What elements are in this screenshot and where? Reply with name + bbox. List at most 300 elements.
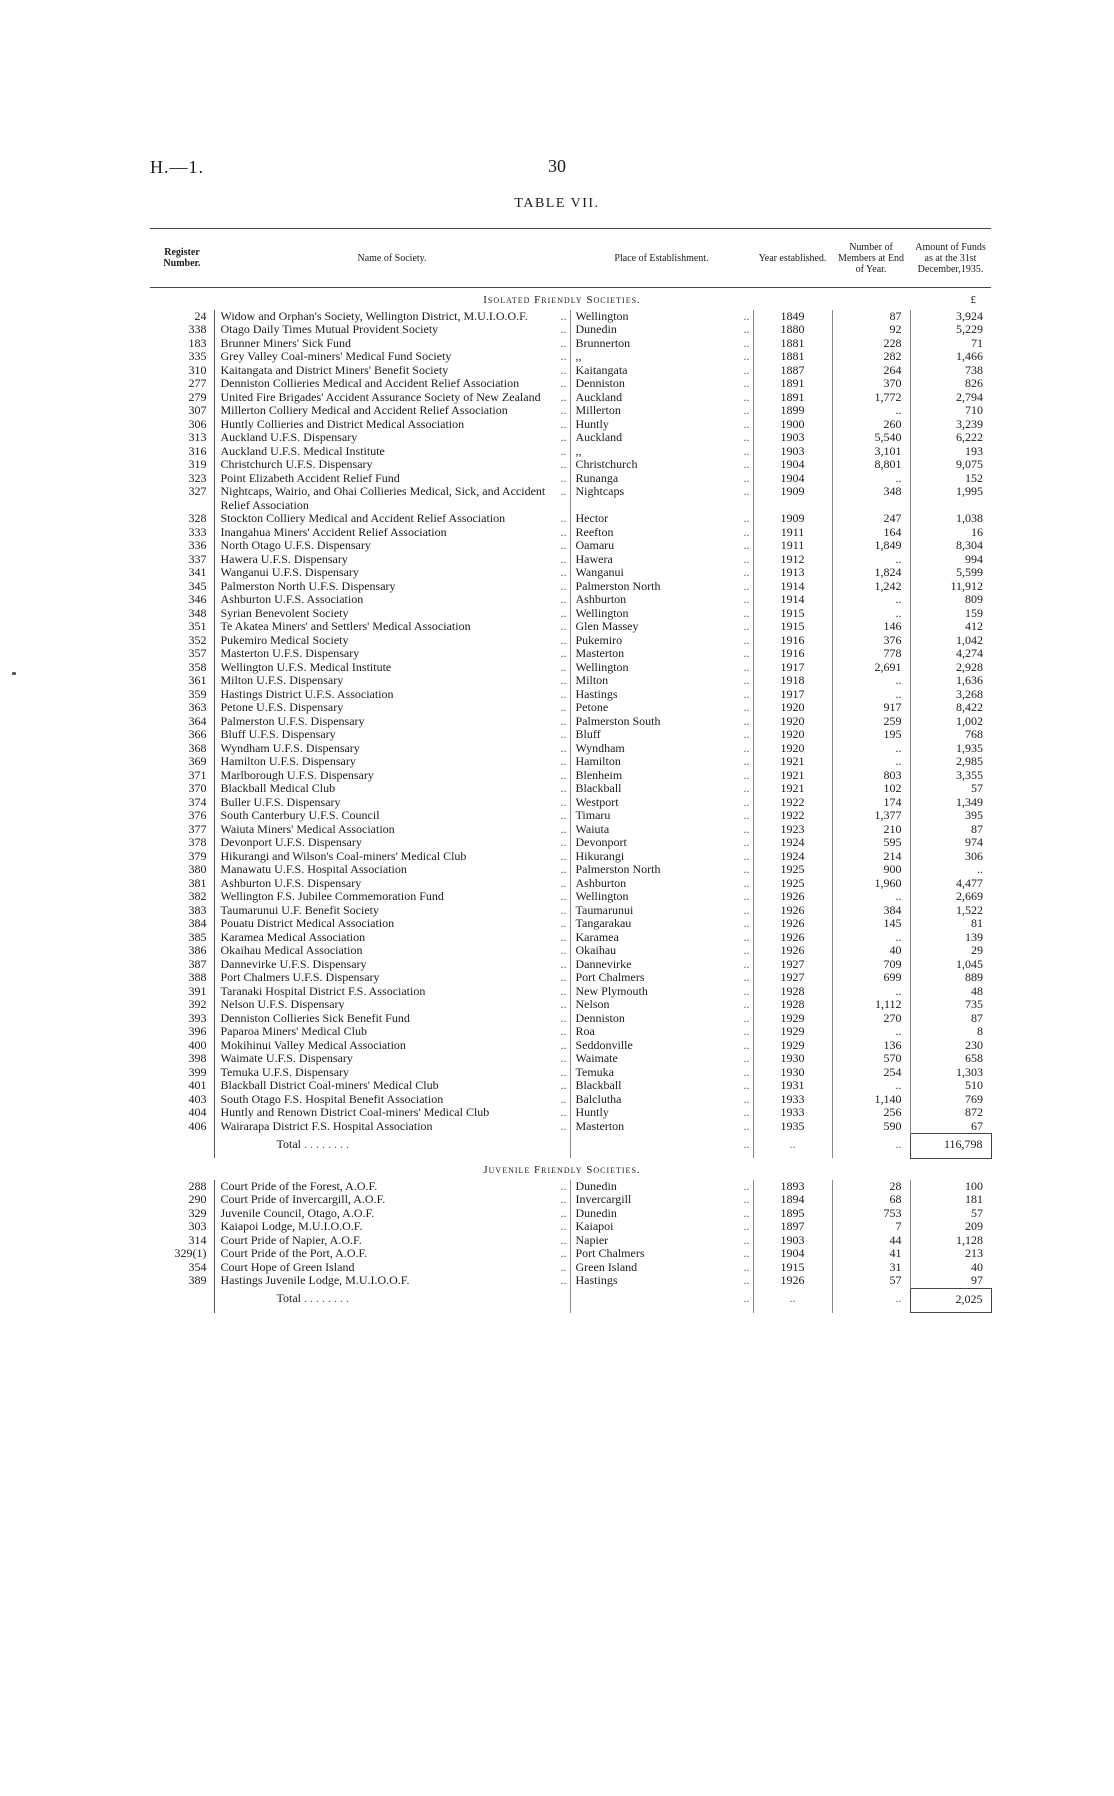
leader-dots: . . . . . . . . bbox=[304, 1136, 349, 1151]
leader-dots: .. bbox=[743, 565, 750, 579]
funds-amount: 2,985 bbox=[910, 755, 991, 769]
place-of-establishment bbox=[570, 1039, 753, 1053]
society-name-text: Nightcaps, Wairio, and Ohai Collieries Medical, Sick, and Accident Relief Association bbox=[220, 484, 546, 512]
margin-mark bbox=[12, 672, 16, 675]
society-name-text: Court Pride of the Port, A.O.F. bbox=[220, 1246, 368, 1260]
place-of-establishment bbox=[570, 755, 753, 769]
year-established: 1926 bbox=[753, 944, 832, 958]
register-number: 333 bbox=[188, 524, 207, 539]
year-established: 1916 bbox=[753, 647, 832, 661]
place-text: Blenheim bbox=[575, 767, 623, 782]
table-row bbox=[150, 391, 991, 405]
register-number: 310 bbox=[188, 362, 207, 377]
table-row bbox=[150, 1039, 991, 1053]
table-row bbox=[150, 512, 991, 526]
society-name-text: Okaihau Medical Association bbox=[220, 943, 363, 957]
register-number: 357 bbox=[188, 646, 207, 660]
leader-dots: .. bbox=[743, 538, 750, 552]
society-name bbox=[214, 661, 570, 675]
place-of-establishment bbox=[570, 931, 753, 945]
place-text: Karamea bbox=[575, 929, 619, 944]
year-established: 1904 bbox=[753, 1247, 832, 1261]
table-row bbox=[150, 971, 991, 985]
leader-dots: .. bbox=[743, 808, 750, 822]
place-text: Westport bbox=[575, 794, 619, 809]
place-of-establishment bbox=[570, 1079, 753, 1093]
place-text: Wellington bbox=[575, 605, 629, 620]
funds-amount: 889 bbox=[910, 971, 991, 985]
leader-dots: .. bbox=[560, 322, 567, 336]
member-count: 174 bbox=[832, 796, 910, 810]
place-of-establishment bbox=[570, 715, 753, 729]
society-name-text: Waimate U.F.S. Dispensary bbox=[220, 1051, 353, 1065]
register-number: 306 bbox=[188, 416, 207, 431]
leader-dots: .. bbox=[743, 1291, 750, 1305]
year-established: 1891 bbox=[753, 377, 832, 391]
member-count: 8,801 bbox=[832, 458, 910, 472]
funds-amount: 16 bbox=[910, 526, 991, 540]
funds-amount: 11,912 bbox=[910, 580, 991, 594]
member-count: 1,140 bbox=[832, 1093, 910, 1107]
table-row bbox=[150, 1066, 991, 1080]
total-label-text: Total bbox=[276, 1136, 301, 1151]
society-name bbox=[214, 526, 570, 540]
member-count: 264 bbox=[832, 364, 910, 378]
leader-dots: .. bbox=[743, 821, 750, 836]
col-header-members: Number of Members at End of Year. bbox=[832, 229, 910, 288]
section-title bbox=[214, 1158, 910, 1180]
society-name bbox=[214, 1039, 570, 1053]
funds-amount: 81 bbox=[910, 917, 991, 931]
register-number: 290 bbox=[188, 1192, 207, 1206]
leader-dots: .. bbox=[560, 794, 567, 809]
leader-dots: .. bbox=[743, 443, 750, 458]
funds-amount: 40 bbox=[910, 1261, 991, 1275]
year-established: 1920 bbox=[753, 728, 832, 742]
leader-dots: .. bbox=[743, 1010, 750, 1025]
col-header-name: Name of Society. bbox=[214, 229, 570, 288]
leader-dots: .. bbox=[560, 754, 567, 768]
member-count: 92 bbox=[832, 323, 910, 337]
funds-amount: 152 bbox=[910, 472, 991, 486]
funds-amount: 735 bbox=[910, 998, 991, 1012]
register-number: 404 bbox=[188, 1105, 207, 1119]
funds-amount: 213 bbox=[910, 1247, 991, 1261]
register-number: 388 bbox=[188, 970, 207, 984]
section-title-text: Juvenile Friendly Societies. bbox=[483, 1164, 641, 1176]
place-of-establishment bbox=[570, 917, 753, 931]
register-number: 378 bbox=[188, 835, 207, 849]
leader-dots: .. bbox=[743, 1232, 750, 1247]
funds-amount: 1,042 bbox=[910, 634, 991, 648]
leader-dots: .. bbox=[743, 619, 750, 633]
society-name bbox=[214, 769, 570, 783]
society-name-text: Stockton Colliery Medical and Accident Relief Association bbox=[220, 511, 506, 525]
society-name-text: Denniston Collieries Sick Benefit Fund bbox=[220, 1010, 410, 1025]
member-count: 1,849 bbox=[832, 539, 910, 553]
register-number: 327 bbox=[188, 484, 207, 498]
society-name bbox=[214, 404, 570, 418]
society-name-text: North Otago U.F.S. Dispensary bbox=[220, 538, 371, 552]
society-name-text: Ashburton U.F.S. Association bbox=[220, 592, 364, 606]
place-of-establishment bbox=[570, 823, 753, 837]
leader-dots: .. bbox=[743, 1246, 750, 1260]
society-name bbox=[214, 593, 570, 607]
society-name bbox=[214, 1207, 570, 1221]
society-name bbox=[214, 809, 570, 823]
funds-amount: 769 bbox=[910, 1093, 991, 1107]
register-number: 401 bbox=[188, 1078, 207, 1092]
leader-dots: .. bbox=[560, 430, 567, 444]
society-name bbox=[214, 985, 570, 999]
register-number: 389 bbox=[188, 1273, 207, 1287]
member-count: .. bbox=[832, 674, 910, 688]
year-established: 1917 bbox=[753, 688, 832, 702]
place-text: Hawera bbox=[575, 551, 613, 566]
register-number: 381 bbox=[188, 875, 207, 890]
register-number: 335 bbox=[188, 349, 207, 363]
leader-dots: .. bbox=[743, 511, 750, 525]
funds-amount: 8 bbox=[910, 1025, 991, 1039]
section-title-text: Isolated Friendly Societies. bbox=[483, 294, 641, 306]
societies-table bbox=[150, 228, 992, 1313]
society-name-text: Hastings Juvenile Lodge, M.U.I.O.O.F. bbox=[220, 1273, 410, 1287]
leader-dots: .. bbox=[560, 362, 567, 377]
year-established: 1909 bbox=[753, 485, 832, 512]
register-number: 345 bbox=[188, 578, 207, 593]
member-count: 256 bbox=[832, 1106, 910, 1120]
member-count: 2,691 bbox=[832, 661, 910, 675]
leader-dots: .. bbox=[560, 335, 567, 350]
leader-dots: .. bbox=[743, 349, 750, 363]
leader-dots: .. bbox=[743, 902, 750, 917]
section-heading-row bbox=[150, 288, 991, 310]
member-count: 260 bbox=[832, 418, 910, 432]
year-established: 1911 bbox=[753, 526, 832, 540]
table-row bbox=[150, 809, 991, 823]
leader-dots: .. bbox=[560, 619, 567, 633]
leader-dots: .. bbox=[560, 740, 567, 755]
leader-dots: .. bbox=[743, 578, 750, 593]
register-number: 400 bbox=[188, 1037, 207, 1052]
place-text: Green Island bbox=[575, 1259, 638, 1274]
register-number: 377 bbox=[188, 821, 207, 836]
society-name-text: Port Chalmers U.F.S. Dispensary bbox=[220, 970, 380, 984]
society-name-text: Hikurangi and Wilson's Coal-miners' Medical Club bbox=[220, 848, 467, 863]
member-count: 590 bbox=[832, 1120, 910, 1134]
register-number: 277 bbox=[188, 376, 207, 390]
funds-amount: 3,355 bbox=[910, 769, 991, 783]
leader-dots: .. bbox=[560, 349, 567, 363]
society-name bbox=[214, 377, 570, 391]
register-number: 403 bbox=[188, 1091, 207, 1106]
leader-dots: .. bbox=[560, 632, 567, 647]
place-of-establishment bbox=[570, 904, 753, 918]
leader-dots: .. bbox=[560, 1259, 567, 1274]
currency-symbol bbox=[910, 1158, 991, 1180]
register-number: 346 bbox=[188, 592, 207, 606]
society-name bbox=[214, 971, 570, 985]
leader-dots: .. bbox=[743, 740, 750, 755]
place-text: Palmerston North bbox=[575, 862, 661, 876]
year-established: 1881 bbox=[753, 337, 832, 351]
member-count: 164 bbox=[832, 526, 910, 540]
funds-amount: 67 bbox=[910, 1120, 991, 1134]
year-established: 1926 bbox=[753, 890, 832, 904]
leader-dots: .. bbox=[743, 1078, 750, 1092]
year-established: 1929 bbox=[753, 1025, 832, 1039]
place-text: Reefton bbox=[575, 524, 614, 539]
leader-dots: .. bbox=[743, 686, 750, 701]
place-text: Tangarakau bbox=[575, 916, 632, 930]
col-header-place: Place of Establishment. bbox=[570, 229, 753, 288]
leader-dots: .. bbox=[560, 565, 567, 579]
year-established: 1900 bbox=[753, 418, 832, 432]
member-count: 145 bbox=[832, 917, 910, 931]
member-count: 900 bbox=[832, 863, 910, 877]
member-count: 102 bbox=[832, 782, 910, 796]
society-name bbox=[214, 944, 570, 958]
funds-amount: 1,128 bbox=[910, 1234, 991, 1248]
register-number: 307 bbox=[188, 403, 207, 417]
place-of-establishment bbox=[570, 1234, 753, 1248]
place-of-establishment bbox=[570, 1106, 753, 1120]
place-of-establishment bbox=[570, 593, 753, 607]
leader-dots: .. bbox=[743, 929, 750, 944]
society-name bbox=[214, 620, 570, 634]
funds-amount: 5,599 bbox=[910, 566, 991, 580]
leader-dots: .. bbox=[743, 430, 750, 444]
society-name bbox=[214, 877, 570, 891]
place-of-establishment bbox=[570, 769, 753, 783]
table-row bbox=[150, 445, 991, 459]
place-of-establishment bbox=[570, 661, 753, 675]
year-established: 1924 bbox=[753, 850, 832, 864]
society-name bbox=[214, 1052, 570, 1066]
year-established: 1904 bbox=[753, 458, 832, 472]
year-established: 1931 bbox=[753, 1079, 832, 1093]
register-number: 371 bbox=[188, 767, 207, 782]
table-row bbox=[150, 958, 991, 972]
member-count: 40 bbox=[832, 944, 910, 958]
society-name-text: Temuka U.F.S. Dispensary bbox=[220, 1064, 350, 1079]
table-row bbox=[150, 526, 991, 540]
total-members-dots: .. bbox=[832, 1288, 910, 1313]
society-name bbox=[214, 1180, 570, 1194]
member-count: 709 bbox=[832, 958, 910, 972]
register-number: 279 bbox=[188, 389, 207, 404]
leader-dots: .. bbox=[743, 673, 750, 687]
place-text: Palmerston North bbox=[575, 578, 661, 593]
leader-dots: .. bbox=[560, 484, 567, 498]
society-name-text: Hastings District U.F.S. Association bbox=[220, 686, 394, 701]
society-name-text: Point Elizabeth Accident Relief Fund bbox=[220, 470, 400, 485]
leader-dots: .. bbox=[560, 1205, 567, 1220]
society-name bbox=[214, 566, 570, 580]
place-text: Dunedin bbox=[575, 322, 617, 336]
member-count: 146 bbox=[832, 620, 910, 634]
table-row bbox=[150, 1234, 991, 1248]
leader-dots: .. bbox=[743, 646, 750, 660]
leader-dots: .. bbox=[743, 983, 750, 998]
funds-amount: 4,274 bbox=[910, 647, 991, 661]
member-count: 3,101 bbox=[832, 445, 910, 459]
place-of-establishment bbox=[570, 1180, 753, 1194]
section-blank bbox=[150, 288, 214, 310]
society-name-text: Blackball District Coal-miners' Medical Club bbox=[220, 1078, 439, 1092]
leader-dots: .. bbox=[743, 376, 750, 390]
funds-amount: 87 bbox=[910, 1012, 991, 1026]
leader-dots: .. bbox=[743, 659, 750, 674]
page-header-code: H.—1. bbox=[150, 157, 204, 177]
table-row bbox=[150, 350, 991, 364]
leader-dots: .. bbox=[560, 524, 567, 539]
table-row bbox=[150, 1079, 991, 1093]
society-name bbox=[214, 472, 570, 486]
leader-dots: .. bbox=[560, 578, 567, 593]
society-name bbox=[214, 931, 570, 945]
leader-dots: .. bbox=[560, 416, 567, 431]
register-number: 351 bbox=[188, 619, 207, 633]
year-established: 1929 bbox=[753, 1039, 832, 1053]
society-name bbox=[214, 796, 570, 810]
year-established: 1915 bbox=[753, 1261, 832, 1275]
member-count: .. bbox=[832, 1025, 910, 1039]
place-text: Waimate bbox=[575, 1051, 618, 1065]
table-row bbox=[150, 782, 991, 796]
year-established: 1926 bbox=[753, 931, 832, 945]
funds-amount: 1,303 bbox=[910, 1066, 991, 1080]
place-of-establishment bbox=[570, 728, 753, 742]
society-name bbox=[214, 1274, 570, 1288]
register-number: 376 bbox=[188, 808, 207, 822]
funds-amount: 1,995 bbox=[910, 485, 991, 512]
table-row bbox=[150, 715, 991, 729]
member-count: 68 bbox=[832, 1193, 910, 1207]
place-text: Brunnerton bbox=[575, 335, 631, 350]
member-count: 803 bbox=[832, 769, 910, 783]
place-of-establishment bbox=[570, 1120, 753, 1134]
table-row bbox=[150, 1052, 991, 1066]
leader-dots: .. bbox=[743, 997, 750, 1011]
year-established: 1899 bbox=[753, 404, 832, 418]
leader-dots: .. bbox=[560, 1078, 567, 1092]
society-name bbox=[214, 431, 570, 445]
society-name bbox=[214, 904, 570, 918]
member-count: 44 bbox=[832, 1234, 910, 1248]
leader-dots: .. bbox=[743, 1105, 750, 1119]
leader-dots: .. bbox=[560, 1192, 567, 1206]
year-established: 1930 bbox=[753, 1066, 832, 1080]
year-established: 1921 bbox=[753, 782, 832, 796]
society-name-text: Inangahua Miners' Accident Relief Association bbox=[220, 524, 447, 539]
place-text: Nightcaps bbox=[575, 484, 625, 498]
funds-amount: 29 bbox=[910, 944, 991, 958]
funds-amount: 71 bbox=[910, 337, 991, 351]
member-count: .. bbox=[832, 931, 910, 945]
year-established: 1914 bbox=[753, 593, 832, 607]
table-row bbox=[150, 985, 991, 999]
year-established: 1920 bbox=[753, 742, 832, 756]
society-name bbox=[214, 998, 570, 1012]
table-row bbox=[150, 1261, 991, 1275]
register-number: 368 bbox=[188, 740, 207, 755]
place-text: Ashburton bbox=[575, 875, 627, 890]
funds-amount: 1,466 bbox=[910, 350, 991, 364]
place-of-establishment bbox=[570, 391, 753, 405]
leader-dots: .. bbox=[743, 1136, 750, 1151]
place-of-establishment bbox=[570, 742, 753, 756]
place-text: Hikurangi bbox=[575, 848, 625, 863]
place-text: Hamilton bbox=[575, 754, 621, 768]
society-name bbox=[214, 688, 570, 702]
funds-amount: 5,229 bbox=[910, 323, 991, 337]
place-text: Palmerston South bbox=[575, 713, 661, 728]
society-name-text: Wellington U.F.S. Medical Institute bbox=[220, 659, 392, 674]
table-row bbox=[150, 1120, 991, 1134]
leader-dots: .. bbox=[743, 1178, 750, 1193]
place-text: Kaiapoi bbox=[575, 1219, 614, 1233]
year-established: 1922 bbox=[753, 796, 832, 810]
society-name-text: Christchurch U.F.S. Dispensary bbox=[220, 457, 373, 471]
table-row bbox=[150, 877, 991, 891]
leader-dots: .. bbox=[743, 1091, 750, 1106]
society-name bbox=[214, 1234, 570, 1248]
place-of-establishment bbox=[570, 796, 753, 810]
leader-dots: .. bbox=[560, 646, 567, 660]
member-count: 699 bbox=[832, 971, 910, 985]
year-established: 1914 bbox=[753, 580, 832, 594]
place-of-establishment bbox=[570, 1025, 753, 1039]
table-row bbox=[150, 553, 991, 567]
table-row bbox=[150, 1193, 991, 1207]
leader-dots: .. bbox=[560, 997, 567, 1011]
funds-amount: .. bbox=[910, 863, 991, 877]
place-of-establishment bbox=[570, 350, 753, 364]
place-of-establishment bbox=[570, 877, 753, 891]
society-name bbox=[214, 364, 570, 378]
funds-amount: 658 bbox=[910, 1052, 991, 1066]
place-of-establishment bbox=[570, 431, 753, 445]
funds-amount: 412 bbox=[910, 620, 991, 634]
register-number: 382 bbox=[188, 889, 207, 903]
place-text: Runanga bbox=[575, 470, 619, 485]
society-name-text: Denniston Collieries Medical and Accident Relief Association bbox=[220, 376, 520, 390]
total-label bbox=[214, 1134, 570, 1159]
funds-amount: 181 bbox=[910, 1193, 991, 1207]
total-label-text: Total bbox=[276, 1291, 301, 1305]
society-name-text: Syrian Benevolent Society bbox=[220, 605, 349, 620]
society-name bbox=[214, 1079, 570, 1093]
leader-dots: .. bbox=[743, 457, 750, 471]
table-row bbox=[150, 917, 991, 931]
leader-dots: .. bbox=[743, 1259, 750, 1274]
leader-dots: .. bbox=[560, 713, 567, 728]
table-row bbox=[150, 701, 991, 715]
table-title: TABLE VII. bbox=[514, 196, 600, 211]
society-name bbox=[214, 782, 570, 796]
leader-dots: .. bbox=[743, 862, 750, 876]
year-established: 1915 bbox=[753, 620, 832, 634]
total-year-dots: .. bbox=[753, 1134, 832, 1159]
place-of-establishment bbox=[570, 1093, 753, 1107]
table-row bbox=[150, 728, 991, 742]
society-name-text: Kaiapoi Lodge, M.U.I.O.O.F. bbox=[220, 1219, 363, 1233]
leader-dots: .. bbox=[743, 970, 750, 984]
register-number: 380 bbox=[188, 862, 207, 876]
year-established: 1903 bbox=[753, 445, 832, 459]
table-row bbox=[150, 944, 991, 958]
